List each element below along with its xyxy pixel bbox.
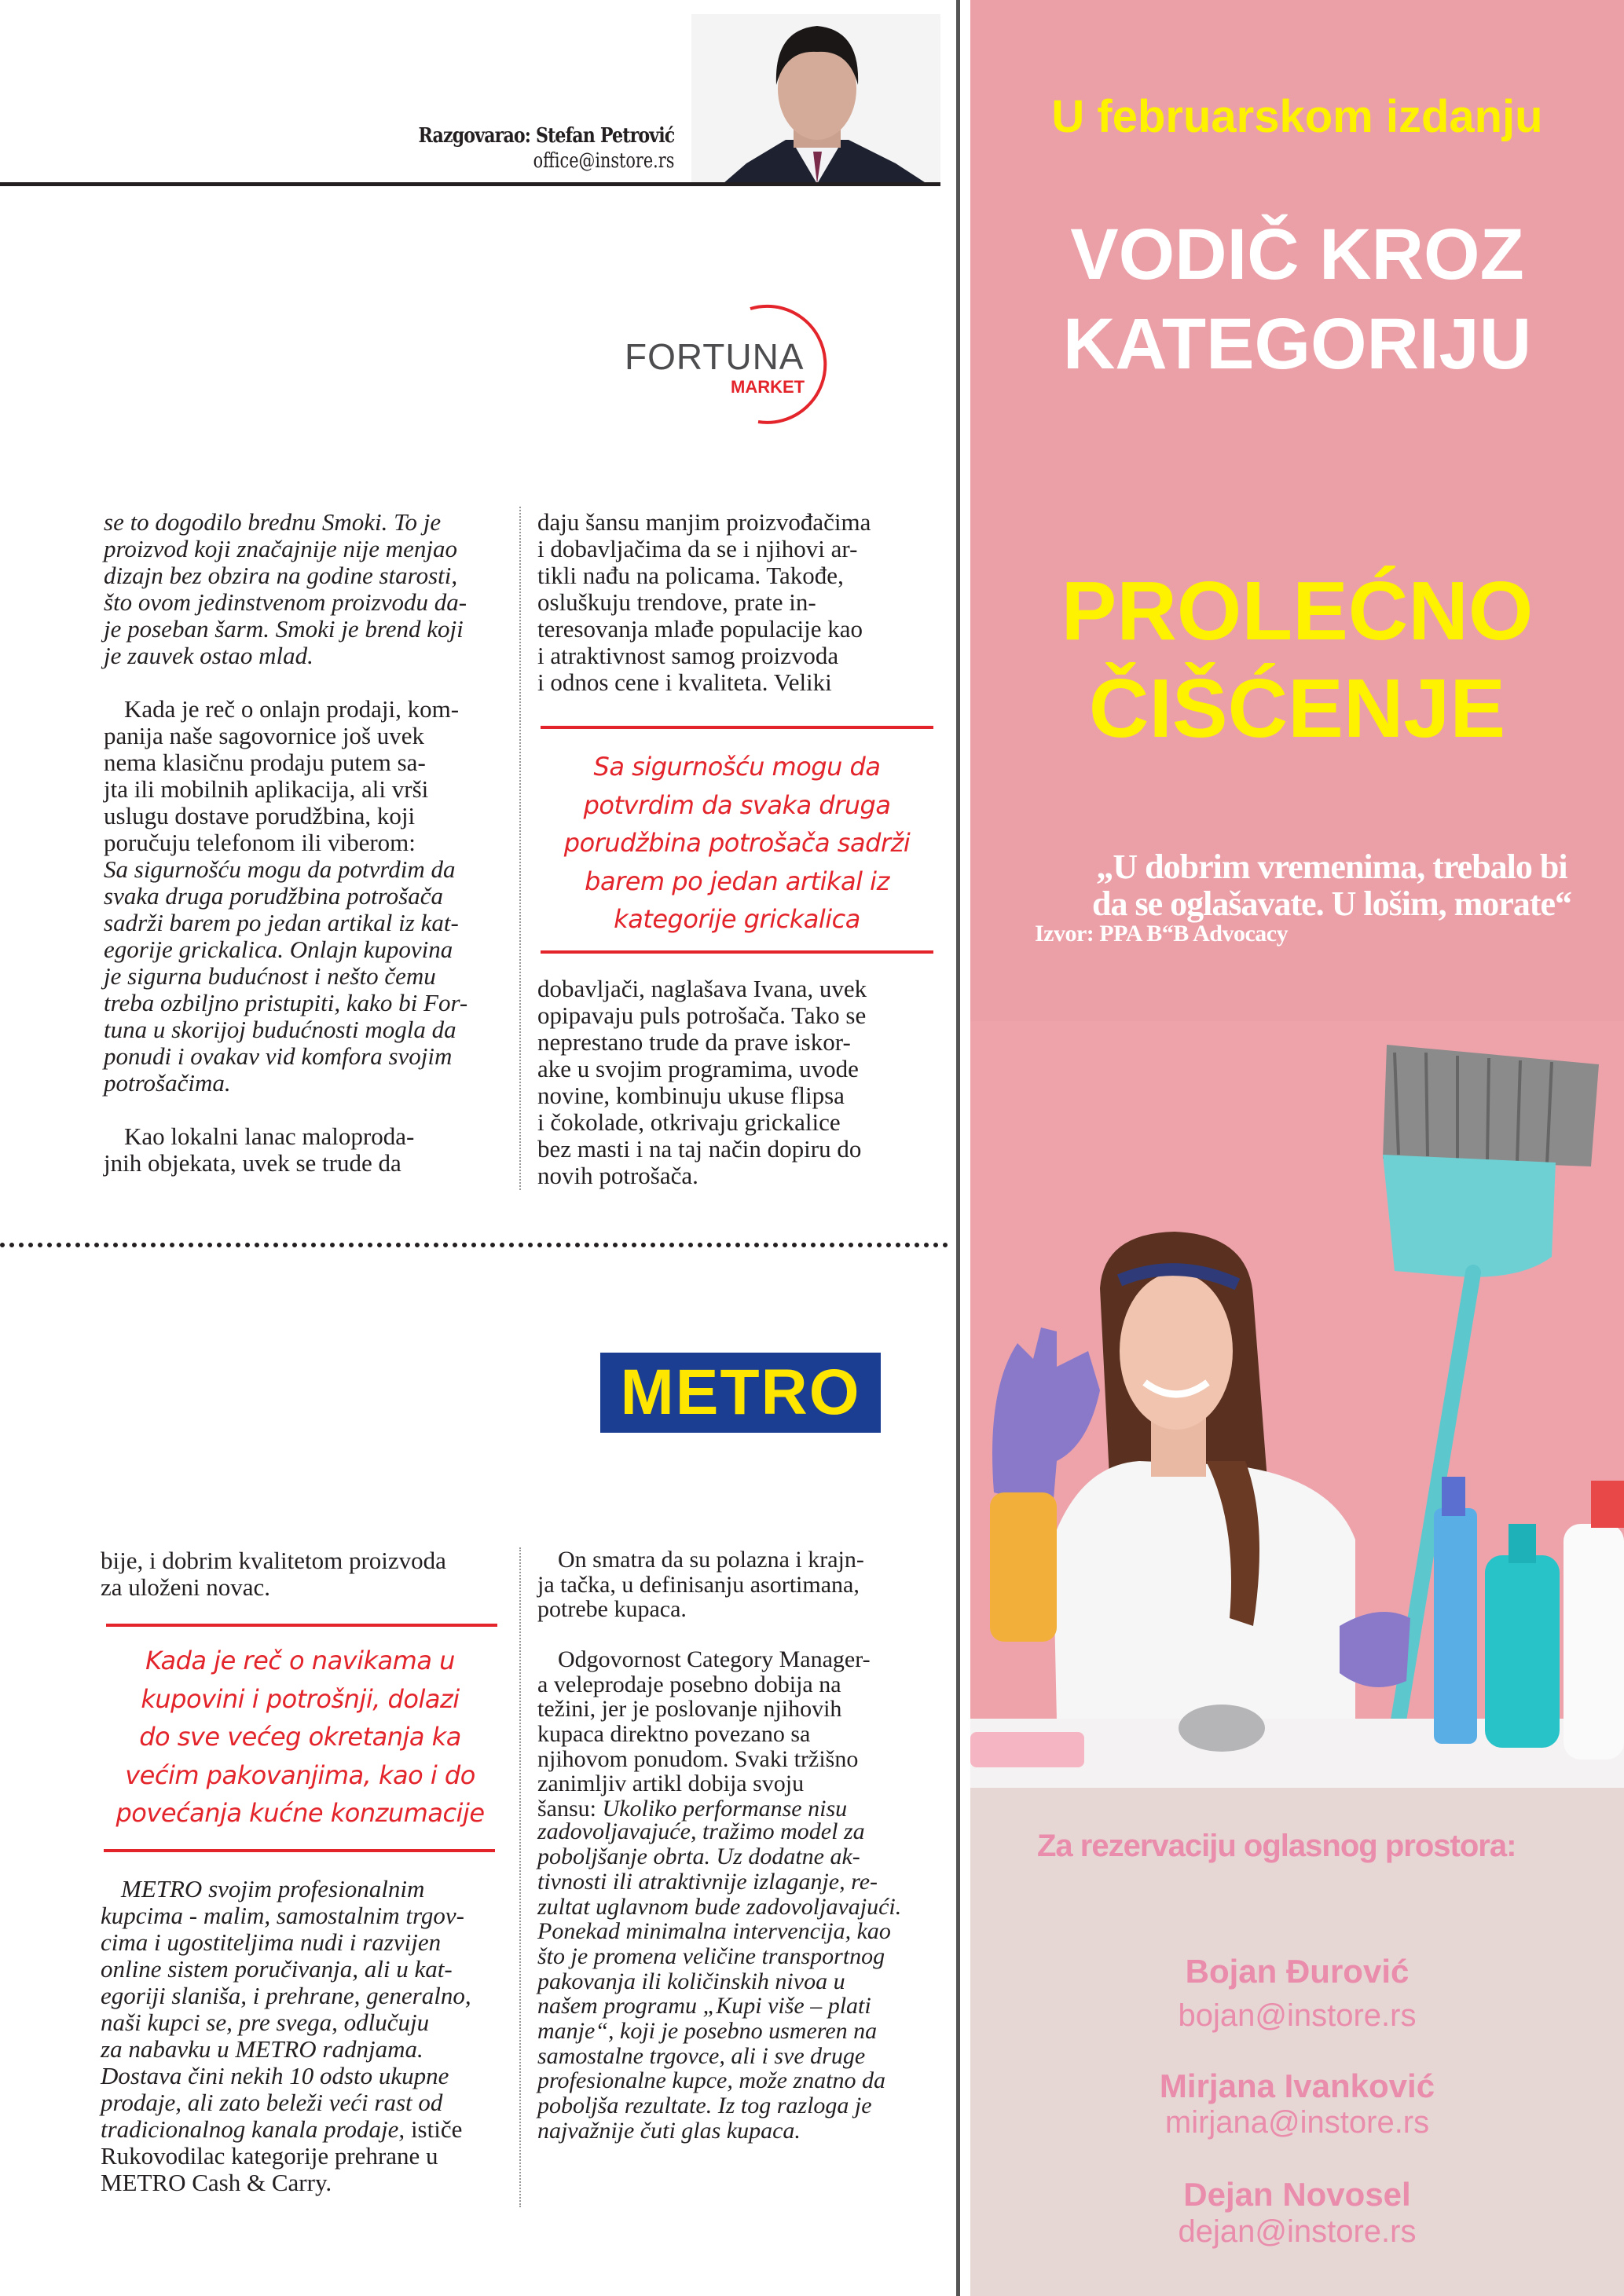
column-divider [519, 1547, 521, 2207]
pull-quote-line: kupovini i potrošnji, dolazi [141, 1683, 460, 1714]
text-line: zultat uglavnom bude zadovoljavajući. [537, 1893, 902, 1920]
pull-quote-rule-bottom [104, 1849, 495, 1852]
text-line: dobavljači, naglašava Ivana, uvek [537, 975, 867, 1002]
text-line: prodaje, ali zato beleži veći rast od [101, 2089, 443, 2116]
text-segment: ističe [410, 2115, 463, 2143]
ad-topic-line-1: PROLEĆNO [1061, 565, 1534, 657]
text-line: jnih objekata, uvek se trude da [104, 1149, 401, 1177]
text-line: i dobavljačima da se i njihovi ar- [537, 535, 858, 562]
article-column-mid-bottom [537, 1547, 930, 2168]
text-line: METRO svojim profesionalnim [121, 1875, 425, 1902]
byline [373, 124, 674, 173]
text-line: za nabavku u METRO radnjama. [101, 2035, 423, 2063]
text-line: Kada je reč o onlajn prodaji, kom- [124, 695, 460, 723]
paragraph [537, 1647, 930, 1822]
pull-quote-rule-top [541, 726, 933, 729]
header-rule [0, 182, 940, 186]
text-line: i atraktivnost samog proizvoda [537, 642, 839, 669]
text-line: što je promena veličine transportnog [537, 1943, 885, 1969]
pull-quote-line: porudžbina potrošača sadrži [563, 828, 911, 858]
paragraph [537, 976, 930, 1189]
ad-title-line-1: VODIČ KROZ [1070, 214, 1524, 295]
article-column-left-bottom [101, 1547, 493, 1628]
text-line: poboljšanje obrta. Uz dodatne ak- [537, 1844, 860, 1870]
text-line: kupcima - malim, samostalnim trgov- [101, 1902, 464, 1929]
text-line: zanimljiv artikl dobija svoju [537, 1771, 805, 1797]
text-segment: tradicionalnog kanala prodaje, [101, 2115, 411, 2143]
text-line: za uloženi novac. [101, 1573, 271, 1601]
text-line: egorije grickalica. Onlajn kupovina [104, 936, 453, 963]
text-line: se to dogodilo brednu Smoki. To je [104, 508, 442, 536]
text-line: zadovoljavajuće, tražimo model za [537, 1818, 865, 1845]
article-column-mid-top-continued [537, 976, 930, 1216]
text-line: daju šansu manjim proizvođačima [537, 508, 871, 536]
pull-quote-rule-top [106, 1624, 497, 1627]
metro-logo [600, 1353, 881, 1433]
text-line: novih potrošača. [537, 1162, 698, 1189]
text-line: težini, jer je poslovanje njihovih [537, 1696, 842, 1723]
text-segment: šansu: [537, 1796, 603, 1822]
pull-quote-line: potvrdim da svaka druga [583, 789, 891, 820]
text-line: njihovom ponudom. Svaki tržišno [537, 1745, 859, 1772]
text-line: Rukovodilac kategorije prehrane u [101, 2142, 438, 2170]
text-line [537, 1796, 930, 1822]
paragraph [537, 509, 930, 696]
contact-email[interactable]: bojan@instore.rs [1178, 1998, 1417, 2033]
text-line: neprestano trude da prave iskor- [537, 1028, 851, 1056]
text-line: sadrži barem po jedan artikal iz kat- [104, 909, 459, 936]
text-line: panija naše sagovornice još uvek [104, 722, 425, 749]
contact-email[interactable]: dejan@instore.rs [1178, 2214, 1417, 2249]
paragraph [104, 696, 497, 856]
ad-quote-line-1: „U dobrim vremenima, trebalo bi [1096, 848, 1567, 886]
paragraph [537, 1819, 930, 2143]
text-line: nema klasičnu prodaju putem sa- [104, 749, 426, 776]
pull-quote-line: barem po jedan artikal iz [585, 866, 889, 896]
text-line: On smatra da su polazna i krajn- [558, 1547, 864, 1573]
text-line: Kao lokalni lanac maloproda- [124, 1122, 415, 1150]
pull-quote-line: do sve većeg okretanja ka [139, 1722, 461, 1752]
author-photo [691, 14, 940, 184]
contact-email[interactable]: mirjana@instore.rs [1164, 2105, 1430, 2140]
text-line: poručuju telefonom ili viberom: [104, 829, 416, 856]
fortuna-logo-sub: MARKET [731, 377, 805, 397]
text-line: ponudi i ovakav vid komfora svojim [104, 1042, 453, 1070]
pull-quote-line: većim pakovanjima, kao i do [125, 1760, 475, 1790]
ad-booking-panel [970, 1788, 1624, 2296]
text-line: potrošačima. [104, 1069, 231, 1097]
text-line: novine, kombinuju ukuse flipsa [537, 1082, 845, 1109]
fortuna-logo-wordmark: FORTUNA [625, 336, 805, 377]
metro-logo-wordmark: METRO [620, 1357, 861, 1428]
paragraph [101, 1547, 493, 1601]
text-line: tuna u skorijoj budućnosti mogla da [104, 1016, 456, 1043]
pull-quote-rule-bottom [541, 950, 933, 954]
ad-panel [970, 0, 1624, 1788]
text-line: ja tačka, u definisanju asortimana, [537, 1571, 860, 1598]
pull-quote-line: Sa sigurnošću mogu da [593, 752, 881, 782]
paragraph [101, 1876, 493, 2143]
text-line: je poseban šarm. Smoki je brend koji [104, 615, 464, 643]
contact-name: Mirjana Ivanković [1159, 2067, 1435, 2104]
text-line: pakovanja ili količinskih nivoa u [537, 1968, 845, 1994]
text-line: Odgovornost Category Manager- [558, 1646, 871, 1672]
text-line: bez masti i na taj način dopiru do [537, 1135, 862, 1163]
cleaning-woman-photo [970, 1021, 1624, 1788]
paragraph [101, 2143, 493, 2196]
pull-quote-fortuna [541, 748, 933, 939]
text-line: našem programu „Kupi više – plati [537, 1993, 871, 2020]
text-line: online sistem poručivanja, ali u kat- [101, 1955, 453, 1983]
pull-quote-metro [104, 1642, 497, 1833]
ad-booking-label: Za rezervaciju oglasnog prostora: [1037, 1829, 1516, 1863]
paragraph [104, 856, 497, 1097]
text-line: poboljša rezultate. Iz tog razloga je [537, 2093, 872, 2119]
text-line: najvažnije čuti glas kupaca. [537, 2117, 801, 2144]
text-line: što ovom jedinstvenom proizvodu da- [104, 588, 467, 616]
contact-name: Dejan Novosel [1183, 2176, 1411, 2213]
text-line: tikli nađu na policama. Takođe, [537, 562, 844, 589]
contact-name: Bojan Đurović [1185, 1953, 1410, 1990]
text-line: naši kupci se, pre svega, odlučuju [101, 2009, 430, 2036]
text-line: i odnos cene i kvaliteta. Veliki [537, 668, 832, 696]
text-line: teresovanja mlađe populacije kao [537, 615, 863, 643]
paragraph [104, 509, 497, 669]
ad-topic-line-2: ČIŠĆENJE [1088, 662, 1506, 755]
text-line: Dostava čini nekih 10 odsto ukupne [101, 2062, 449, 2089]
text-line: cima i ugostiteljima nudi i razvijen [101, 1928, 442, 1956]
fortuna-logo [625, 302, 845, 428]
article-column-mid-top [537, 509, 930, 723]
text-line: profesionalne kupce, može znatno da [537, 2067, 885, 2094]
ad-title-line-2: KATEGORIJU [1062, 304, 1532, 384]
article-column-left-bottom-continued [101, 1876, 493, 2223]
text-line: kupaca direktno povezano sa [537, 1720, 811, 1747]
ad-quote-source: Izvor: PPA B“B Advocacy [1035, 921, 1289, 947]
text-line: jta ili mobilnih aplikacija, ali vrši [104, 775, 429, 803]
text-line [101, 2116, 493, 2143]
text-line: i čokolade, otkrivaju grickalice [537, 1108, 841, 1136]
text-line: je sigurna budućnost i nešto čemu [104, 962, 436, 990]
text-line: svaka druga porudžbina potrošača [104, 882, 443, 910]
text-line: treba ozbiljno pristupiti, kako bi For- [104, 989, 468, 1016]
ad-kicker: U februarskom izdanju [1051, 91, 1543, 142]
text-line: je zauvek ostao mlad. [104, 642, 313, 669]
column-divider [519, 507, 521, 1190]
text-line: dizajn bez obzira na godine starosti, [104, 562, 458, 589]
pull-quote-line: kategorije grickalica [614, 904, 860, 934]
text-line: uslugu dostave porudžbina, koji [104, 802, 416, 829]
text-line: egoriji slaniša, i prehrane, generalno, [101, 1982, 471, 2009]
text-line: a veleprodaje posebno dobija na [537, 1671, 841, 1697]
text-line: proizvod koji značajnije nije menjao [104, 535, 457, 562]
paragraph [104, 1123, 497, 1177]
text-line: samostalne trgovce, ali i sve druge [537, 2042, 866, 2069]
text-line: opipavaju puls potrošača. Tako se [537, 1002, 867, 1029]
text-line: osluškuju trendove, prate in- [537, 588, 816, 616]
article-column-left-top [104, 509, 497, 1203]
page-divider [956, 0, 960, 2296]
text-line: Sa sigurnošću mogu da potvrdim da [104, 855, 456, 883]
pull-quote-line: Kada je reč o navikama u [145, 1646, 455, 1675]
byline-author: Razgovarao: Stefan Petrović [418, 124, 674, 148]
text-line: Ponekad minimalna intervencija, kao [537, 1918, 891, 1945]
text-line: ake u svojim programima, uvode [537, 1055, 859, 1082]
section-divider [0, 1243, 948, 1247]
text-segment: Ukoliko performanse nisu [602, 1796, 848, 1822]
ad-quote-line-2: da se oglašavate. U lošim, morate“ [1091, 884, 1571, 923]
text-line: bije, i dobrim kvalitetom proizvoda [101, 1547, 446, 1574]
text-line: manje“, koji je posebno usmeren na [537, 2018, 878, 2045]
paragraph [537, 1547, 930, 1622]
text-line: METRO Cash & Carry. [101, 2169, 332, 2196]
text-line: potrebe kupaca. [537, 1596, 687, 1623]
text-line: tivnosti ili atraktivnije izlaganje, re- [537, 1868, 878, 1895]
pull-quote-line: povećanja kućne konzumacije [115, 1798, 485, 1828]
byline-email[interactable]: office@instore.rs [533, 149, 674, 173]
